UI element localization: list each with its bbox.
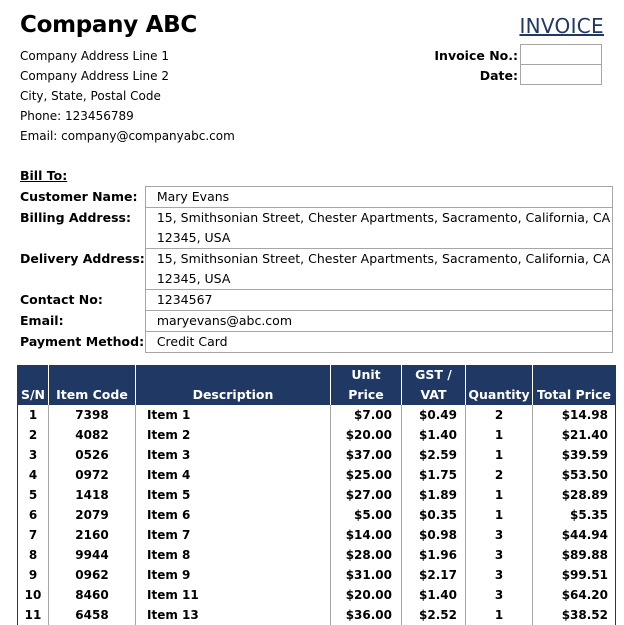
bill-row-billing-address <box>20 208 612 249</box>
cell-quantity[interactable]: 1 <box>466 605 533 625</box>
items-table <box>17 365 616 625</box>
cell-gst-vat[interactable]: $2.52 <box>402 605 466 625</box>
payment-method-label: Payment Method: <box>20 333 145 349</box>
cell-item-code[interactable]: 6458 <box>49 605 136 625</box>
cell-unit-price[interactable]: $20.00 <box>331 585 402 605</box>
cell-unit-price[interactable]: $27.00 <box>331 485 402 505</box>
cell-quantity[interactable]: 3 <box>466 525 533 545</box>
cell-unit-price[interactable]: $14.00 <box>331 525 402 545</box>
cell-gst-vat[interactable]: $2.59 <box>402 445 466 465</box>
cell-description[interactable]: Item 5 <box>136 485 331 505</box>
cell-sn[interactable]: 6 <box>18 505 49 525</box>
cell-total-price[interactable]: $99.51 <box>533 565 616 585</box>
contact-no-label: Contact No: <box>20 291 103 307</box>
cell-quantity[interactable]: 1 <box>466 485 533 505</box>
cell-sn[interactable]: 3 <box>18 445 49 465</box>
header-quantity: Quantity <box>466 365 533 405</box>
header-item-code: Item Code <box>49 365 136 405</box>
bill-row-contact-no <box>20 290 612 311</box>
cell-quantity[interactable]: 3 <box>466 585 533 605</box>
cell-gst-vat[interactable]: $1.89 <box>402 485 466 505</box>
cell-unit-price[interactable]: $36.00 <box>331 605 402 625</box>
cell-total-price[interactable]: $89.88 <box>533 545 616 565</box>
cell-total-price[interactable]: $28.89 <box>533 485 616 505</box>
payment-method-value[interactable]: Credit Card <box>145 332 612 353</box>
cell-item-code[interactable]: 0526 <box>49 445 136 465</box>
table-row <box>18 445 616 465</box>
delivery-address-value[interactable]: 15, Smithsonian Street, Chester Apartments, Sacramento, California, CA 12345, USA <box>145 249 612 290</box>
cell-description[interactable]: Item 9 <box>136 565 331 585</box>
table-row <box>18 525 616 545</box>
table-row <box>18 465 616 485</box>
contact-no-value[interactable]: 1234567 <box>145 290 612 311</box>
cell-description[interactable]: Item 6 <box>136 505 331 525</box>
table-row <box>18 565 616 585</box>
invoice-meta <box>430 45 602 85</box>
cell-unit-price[interactable]: $5.00 <box>331 505 402 525</box>
invoice-number-row <box>430 45 602 65</box>
cell-item-code[interactable]: 0962 <box>49 565 136 585</box>
billing-address-value[interactable]: 15, Smithsonian Street, Chester Apartments, Sacramento, California, CA 12345, USA <box>145 208 612 249</box>
cell-total-price[interactable]: $21.40 <box>533 425 616 445</box>
cell-gst-vat[interactable]: $1.40 <box>402 585 466 605</box>
bill-row-delivery-address <box>20 249 612 290</box>
cell-total-price[interactable]: $5.35 <box>533 505 616 525</box>
cell-quantity[interactable]: 1 <box>466 505 533 525</box>
table-row <box>18 545 616 565</box>
customer-email-label: Email: <box>20 312 64 328</box>
address-line-2: Company Address Line 2 <box>20 69 169 83</box>
city-state-postal: City, State, Postal Code <box>20 89 161 103</box>
company-address-block <box>20 46 235 146</box>
header-gst-line2: VAT <box>420 387 447 402</box>
invoice-date-row <box>430 65 602 85</box>
invoice-date-field[interactable] <box>520 64 602 85</box>
cell-description[interactable]: Item 3 <box>136 445 331 465</box>
cell-gst-vat[interactable]: $2.17 <box>402 565 466 585</box>
customer-email-value[interactable]: maryevans@abc.com <box>145 311 612 332</box>
cell-quantity[interactable]: 1 <box>466 425 533 445</box>
cell-total-price[interactable]: $44.94 <box>533 525 616 545</box>
cell-quantity[interactable]: 3 <box>466 565 533 585</box>
cell-sn[interactable]: 11 <box>18 605 49 625</box>
invoice-date-label: Date: <box>479 67 518 83</box>
cell-item-code[interactable]: 8460 <box>49 585 136 605</box>
cell-description[interactable]: Item 11 <box>136 585 331 605</box>
header-unit-price-line2: Price <box>348 387 384 402</box>
cell-item-code[interactable]: 4082 <box>49 425 136 445</box>
table-row <box>18 505 616 525</box>
cell-quantity[interactable]: 3 <box>466 545 533 565</box>
header-total-price: Total Price <box>533 365 616 405</box>
company-email: Email: company@companyabc.com <box>20 129 235 143</box>
cell-sn[interactable]: 1 <box>18 405 49 425</box>
invoice-number-field[interactable] <box>520 44 602 65</box>
cell-description[interactable]: Item 13 <box>136 605 331 625</box>
cell-gst-vat[interactable]: $0.98 <box>402 525 466 545</box>
cell-sn[interactable]: 7 <box>18 525 49 545</box>
table-row <box>18 585 616 605</box>
header-sn: S/N <box>18 365 49 405</box>
cell-sn[interactable]: 9 <box>18 565 49 585</box>
cell-total-price[interactable]: $64.20 <box>533 585 616 605</box>
cell-sn[interactable]: 4 <box>18 465 49 485</box>
bill-row-customer-name <box>20 187 612 208</box>
cell-sn[interactable]: 2 <box>18 425 49 445</box>
header-description: Description <box>136 365 331 405</box>
bill-to-table <box>20 186 613 353</box>
header-unit-price <box>331 365 402 405</box>
cell-description[interactable]: Item 2 <box>136 425 331 445</box>
cell-gst-vat[interactable]: $1.40 <box>402 425 466 445</box>
cell-description[interactable]: Item 7 <box>136 525 331 545</box>
items-body <box>18 405 616 625</box>
invoice-number-label: Invoice No.: <box>434 47 518 63</box>
cell-sn[interactable]: 10 <box>18 585 49 605</box>
cell-gst-vat[interactable]: $0.35 <box>402 505 466 525</box>
table-row <box>18 485 616 505</box>
cell-unit-price[interactable]: $28.00 <box>331 545 402 565</box>
customer-name-value[interactable]: Mary Evans <box>145 187 612 208</box>
cell-item-code[interactable]: 2160 <box>49 525 136 545</box>
invoice-title: INVOICE <box>519 14 604 38</box>
cell-unit-price[interactable]: $31.00 <box>331 565 402 585</box>
cell-total-price[interactable]: $14.98 <box>533 405 616 425</box>
header-unit-price-line1: Unit <box>351 367 381 382</box>
customer-name-label: Customer Name: <box>20 188 138 204</box>
cell-item-code[interactable]: 2079 <box>49 505 136 525</box>
cell-unit-price[interactable]: $20.00 <box>331 425 402 445</box>
bill-row-payment-method <box>20 332 612 353</box>
items-header-row <box>18 365 616 405</box>
cell-sn[interactable]: 5 <box>18 485 49 505</box>
table-row <box>18 605 616 625</box>
cell-item-code[interactable]: 9944 <box>49 545 136 565</box>
company-name: Company ABC <box>20 12 197 38</box>
cell-total-price[interactable]: $53.50 <box>533 465 616 485</box>
cell-gst-vat[interactable]: $1.75 <box>402 465 466 485</box>
cell-total-price[interactable]: $39.59 <box>533 445 616 465</box>
bill-row-email <box>20 311 612 332</box>
cell-sn[interactable]: 8 <box>18 545 49 565</box>
cell-quantity[interactable]: 2 <box>466 465 533 485</box>
bill-to-heading: Bill To: <box>20 168 68 183</box>
cell-quantity[interactable]: 1 <box>466 445 533 465</box>
address-line-1: Company Address Line 1 <box>20 49 169 63</box>
billing-address-label: Billing Address: <box>20 209 131 225</box>
cell-item-code[interactable]: 7398 <box>49 405 136 425</box>
cell-item-code[interactable]: 1418 <box>49 485 136 505</box>
cell-quantity[interactable]: 2 <box>466 405 533 425</box>
cell-gst-vat[interactable]: $1.96 <box>402 545 466 565</box>
cell-unit-price[interactable]: $7.00 <box>331 405 402 425</box>
cell-description[interactable]: Item 8 <box>136 545 331 565</box>
cell-unit-price[interactable]: $25.00 <box>331 465 402 485</box>
cell-gst-vat[interactable]: $0.49 <box>402 405 466 425</box>
table-row <box>18 405 616 425</box>
cell-description[interactable]: Item 1 <box>136 405 331 425</box>
header-gst-vat <box>402 365 466 405</box>
company-phone: Phone: 123456789 <box>20 109 134 123</box>
cell-total-price[interactable]: $38.52 <box>533 605 616 625</box>
cell-description[interactable]: Item 4 <box>136 465 331 485</box>
cell-unit-price[interactable]: $37.00 <box>331 445 402 465</box>
delivery-address-label: Delivery Address: <box>20 250 145 266</box>
cell-item-code[interactable]: 0972 <box>49 465 136 485</box>
header-gst-line1: GST / <box>415 367 452 382</box>
table-row <box>18 425 616 445</box>
